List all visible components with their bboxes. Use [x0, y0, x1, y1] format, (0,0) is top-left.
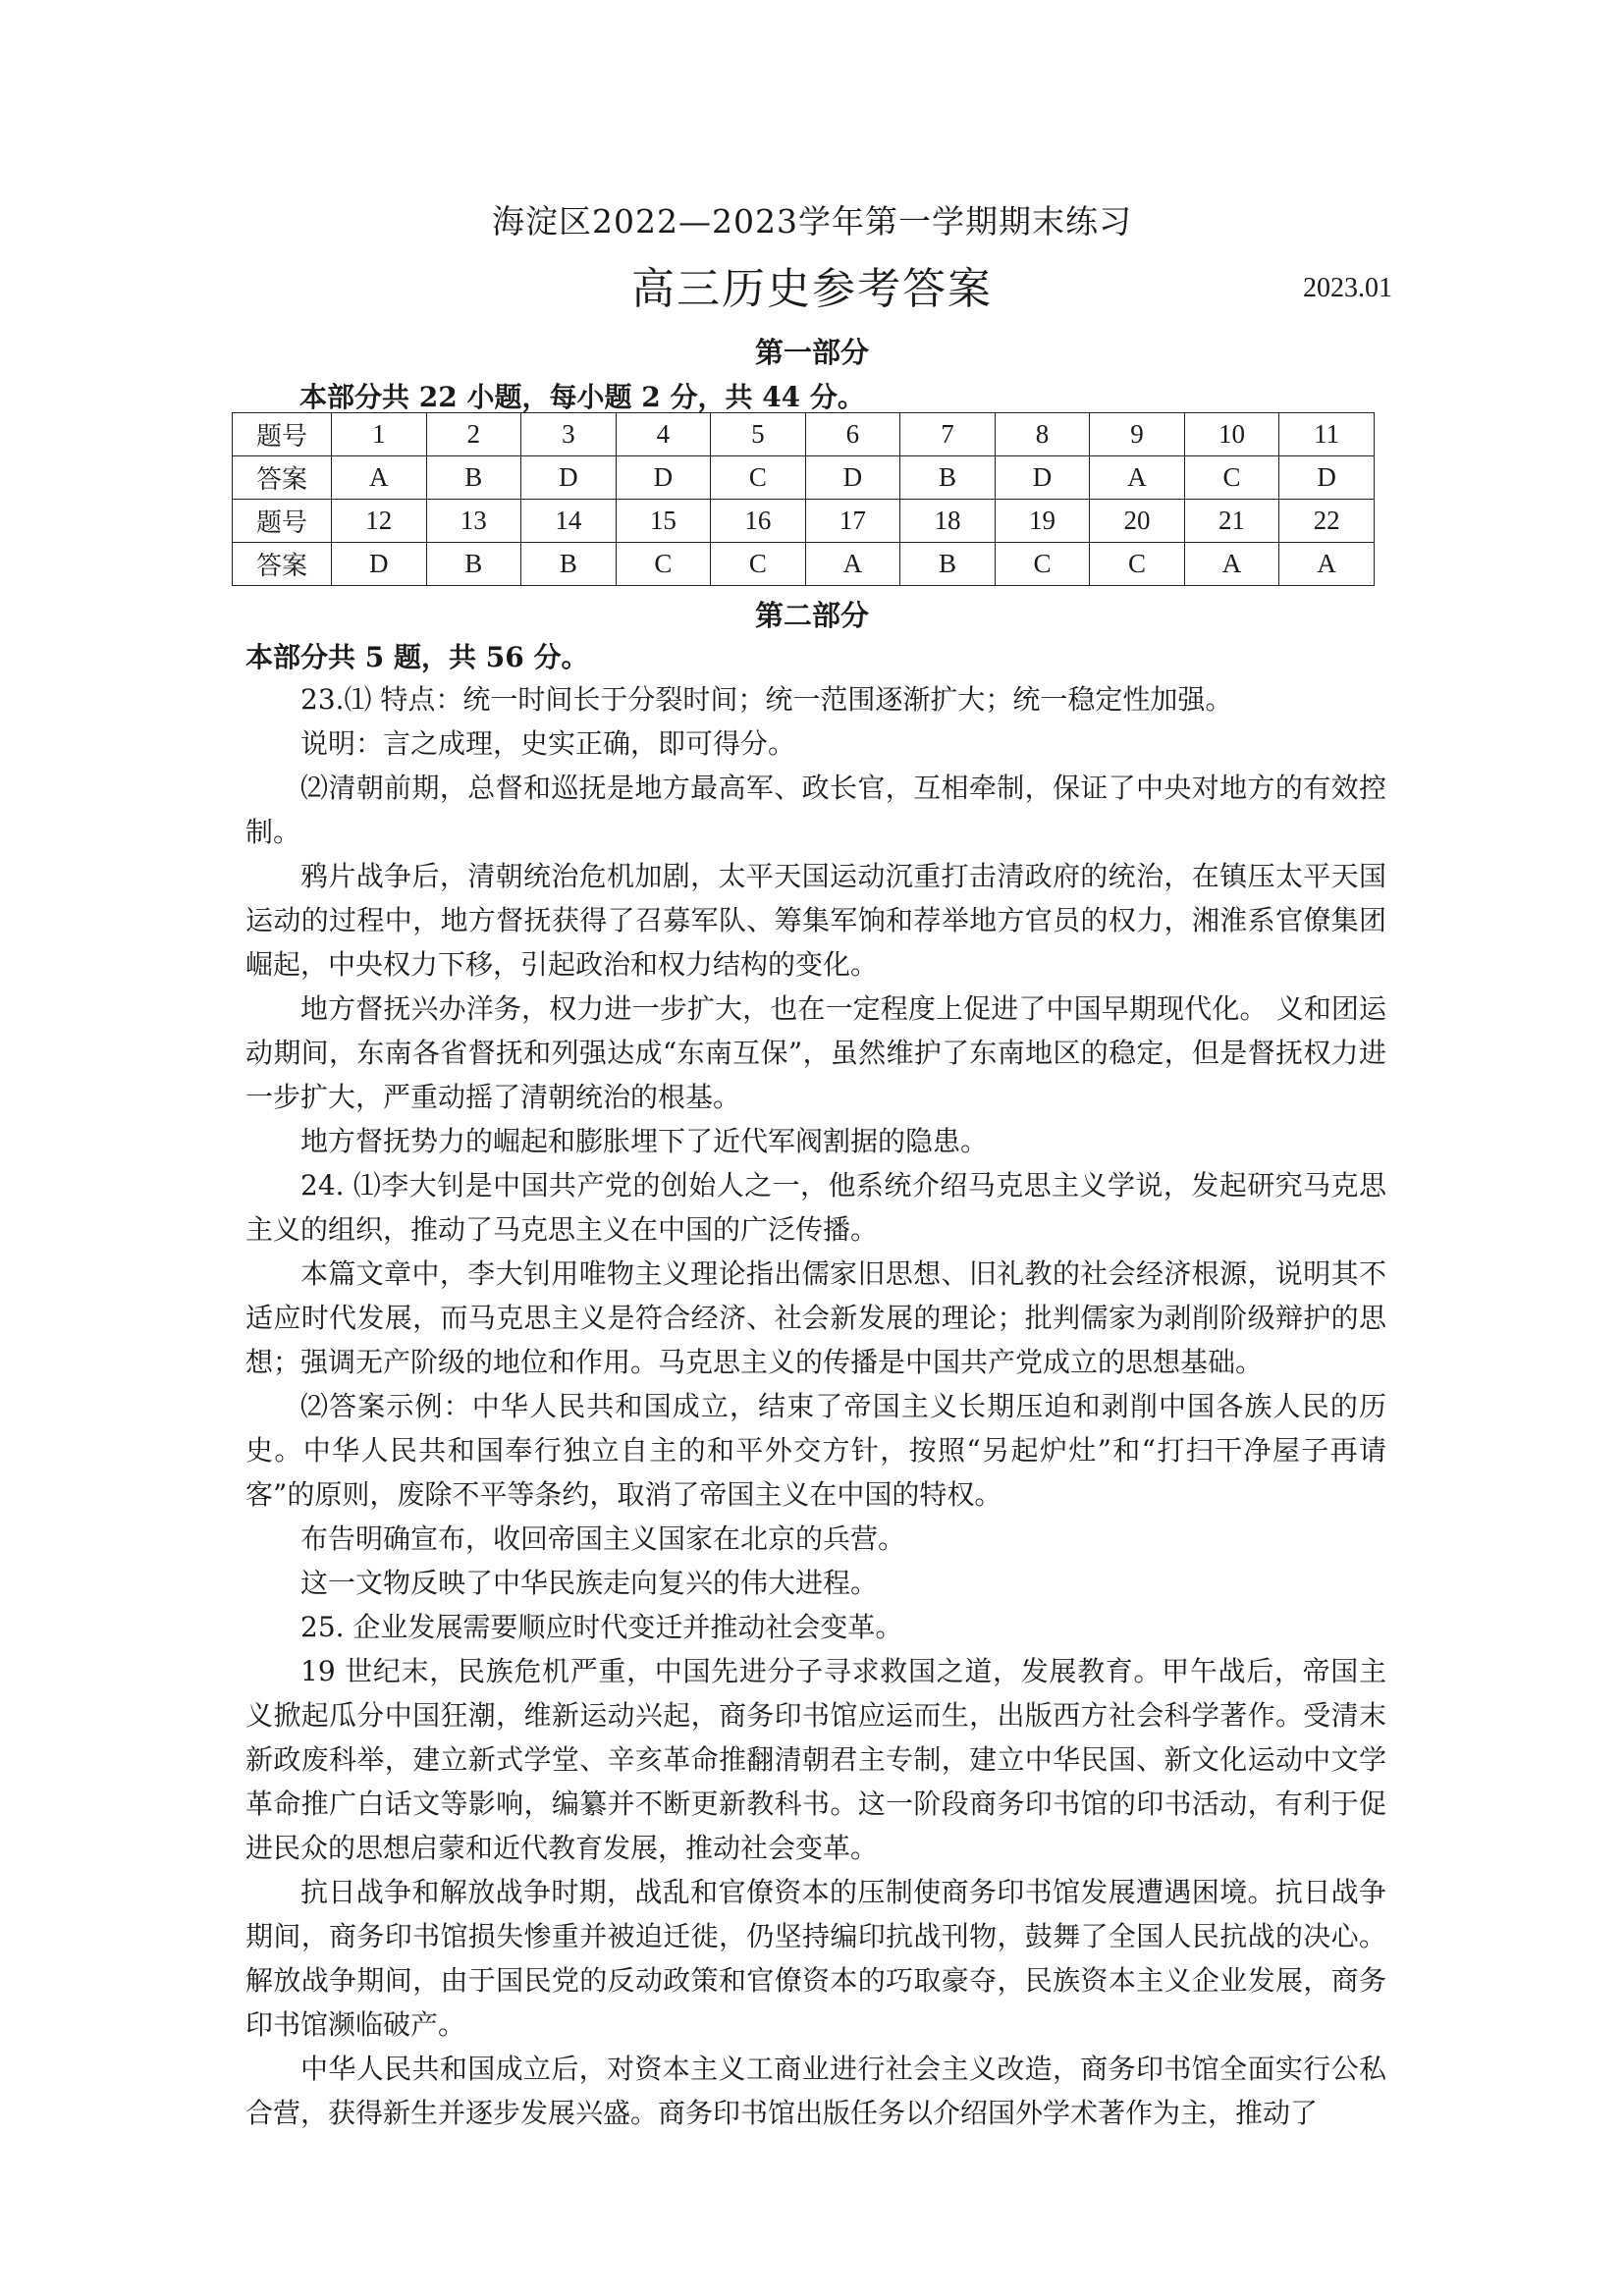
- question-number: 9: [1090, 413, 1185, 456]
- row-label: 题号: [233, 500, 332, 543]
- question-number: 10: [1184, 413, 1279, 456]
- answer-cell: A: [805, 543, 900, 586]
- paragraph: 这一文物反映了中华民族走向复兴的伟大进程。: [300, 1567, 879, 1599]
- answer-cell: D: [616, 456, 711, 500]
- answer-body: [245, 677, 1386, 2135]
- question-number: 18: [900, 500, 996, 543]
- answer-cell: D: [521, 456, 617, 500]
- paragraph: 中华人民共和国成立后，对资本主义工商业进行社会主义改造，商务印书馆全面实行公私合营，获得新生并逐步发展兴盛。商务印书馆出版任务以介绍国外学术著作为主，推动了: [245, 2053, 1386, 2129]
- paragraph: 地方督抚兴办洋务，权力进一步扩大，也在一定程度上促进了中国早期现代化。 义和团运动期间，东南各省督抚和列强达成“东南互保”，虽然维护了东南地区的稳定，但是督抚权力进一步扩大，严重动摇了清朝统治的根基。: [245, 992, 1386, 1113]
- document-date: 2023.01: [1303, 273, 1392, 303]
- row-label: 题号: [233, 413, 332, 456]
- question-number: 5: [711, 413, 806, 456]
- table-row-answers-1: [233, 456, 1375, 500]
- answer-cell: D: [995, 456, 1090, 500]
- answer-cell: B: [900, 543, 996, 586]
- question-number: 12: [332, 500, 427, 543]
- question-number: 16: [711, 500, 806, 543]
- paragraph: 19 世纪末，民族危机严重，中国先进分子寻求救国之道，发展教育。甲午战后，帝国主义掀起瓜分中国狂潮，维新运动兴起，商务印书馆应运而生，出版西方社会科学著作。受清末新政废科举，建立新式学堂、辛亥革命推翻清朝君主专制，建立中华民国、新文化运动中文学革命推广白话文等影响，编纂并不断更新教科书。这一阶段商务印书馆的印书活动，有利于促进民众的思想启蒙和近代教育发展，推动社会变革。: [245, 1655, 1386, 1864]
- answer-cell: C: [711, 456, 806, 500]
- answer-cell: D: [1279, 456, 1375, 500]
- answer-cell: B: [426, 543, 521, 586]
- question-number: 21: [1184, 500, 1279, 543]
- question-number: 13: [426, 500, 521, 543]
- table-row-numbers-1: [233, 413, 1375, 456]
- part-one-heading: 第一部分: [754, 336, 869, 369]
- answer-cell: C: [616, 543, 711, 586]
- paragraph: 23.⑴ 特点：统一时间长于分裂时间；统一范围逐渐扩大；统一稳定性加强。: [300, 683, 1233, 716]
- part-one-note: 本部分共 22 小题，每小题 2 分，共 44 分。: [299, 381, 865, 413]
- question-number: 4: [616, 413, 711, 456]
- question-number: 11: [1279, 413, 1375, 456]
- answer-cell: C: [1090, 543, 1185, 586]
- table-row-numbers-2: [233, 500, 1375, 543]
- question-number: 14: [521, 500, 617, 543]
- question-number: 8: [995, 413, 1090, 456]
- paragraph: ⑵清朝前期，总督和巡抚是地方最高军、政长官，互相牵制，保证了中央对地方的有效控制。: [245, 772, 1386, 848]
- paragraph: 说明：言之成理，史实正确，即可得分。: [300, 727, 796, 760]
- answer-cell: C: [995, 543, 1090, 586]
- question-number: 15: [616, 500, 711, 543]
- answer-cell: A: [1090, 456, 1185, 500]
- answer-cell: B: [900, 456, 996, 500]
- paragraph: 抗日战争和解放战争时期，战乱和官僚资本的压制使商务印书馆发展遭遇困境。抗日战争期间，商务印书馆损失惨重并被迫迁徙，仍坚持编印抗战刊物，鼓舞了全国人民抗战的决心。解放战争期间，由于国民党的反动政策和官僚资本的巧取豪夺，民族资本主义企业发展，商务印书馆濒临破产。: [245, 1876, 1386, 2041]
- paragraph: 鸦片战争后，清朝统治危机加剧，太平天国运动沉重打击清政府的统治，在镇压太平天国运动的过程中，地方督抚获得了召募军队、筹集军饷和荐举地方官员的权力，湘淮系官僚集团崛起，中央权力下移，引起政治和权力结构的变化。: [245, 860, 1386, 981]
- answer-cell: C: [1184, 456, 1279, 500]
- row-label: 答案: [233, 543, 332, 586]
- question-number: 3: [521, 413, 617, 456]
- question-number: 6: [805, 413, 900, 456]
- part-two-heading: 第二部分: [754, 599, 869, 632]
- answer-cell: A: [1279, 543, 1375, 586]
- paragraph: ⑵答案示例：中华人民共和国成立，结束了帝国主义长期压迫和剥削中国各族人民的历史。中华人民共和国奉行独立自主的和平外交方针，按照“另起炉灶”和“打扫干净屋子再请客”的原则，废除不平等条约，取消了帝国主义在中国的特权。: [245, 1390, 1386, 1511]
- question-number: 1: [332, 413, 427, 456]
- answer-cell: D: [332, 543, 427, 586]
- row-label: 答案: [233, 456, 332, 500]
- table-row-answers-2: [233, 543, 1375, 586]
- paragraph: 本篇文章中，李大钊用唯物主义理论指出儒家旧思想、旧礼教的社会经济根源，说明其不适应时代发展，而马克思主义是符合经济、社会新发展的理论；批判儒家为剥削阶级辩护的思想；强调无产阶级的地位和作用。马克思主义的传播是中国共产党成立的思想基础。: [245, 1257, 1386, 1378]
- answer-cell: D: [805, 456, 900, 500]
- question-number: 17: [805, 500, 900, 543]
- part-two-note: 本部分共 5 题，共 56 分。: [245, 641, 589, 673]
- question-number: 2: [426, 413, 521, 456]
- question-number: 22: [1279, 500, 1375, 543]
- paragraph: 24. ⑴李大钊是中国共产党的创始人之一，他系统介绍马克思主义学说，发起研究马克思主义的组织，推动了马克思主义在中国的广泛传播。: [245, 1169, 1386, 1246]
- exam-title: 海淀区2022—2023学年第一学期期末练习: [492, 202, 1132, 240]
- question-number: 7: [900, 413, 996, 456]
- answer-cell: B: [521, 543, 617, 586]
- paragraph: 布告明确宣布，收回帝国主义国家在北京的兵营。: [300, 1522, 906, 1555]
- answer-cell: A: [332, 456, 427, 500]
- question-number: 20: [1090, 500, 1185, 543]
- paragraph: 地方督抚势力的崛起和膨胀埋下了近代军阀割据的隐患。: [300, 1125, 989, 1157]
- answer-table: [232, 412, 1375, 586]
- answer-cell: C: [711, 543, 806, 586]
- paragraph: 25. 企业发展需要顺应时代变迁并推动社会变革。: [300, 1611, 903, 1643]
- answer-cell: A: [1184, 543, 1279, 586]
- document-title: 高三历史参考答案: [631, 264, 993, 314]
- answer-cell: B: [426, 456, 521, 500]
- question-number: 19: [995, 500, 1090, 543]
